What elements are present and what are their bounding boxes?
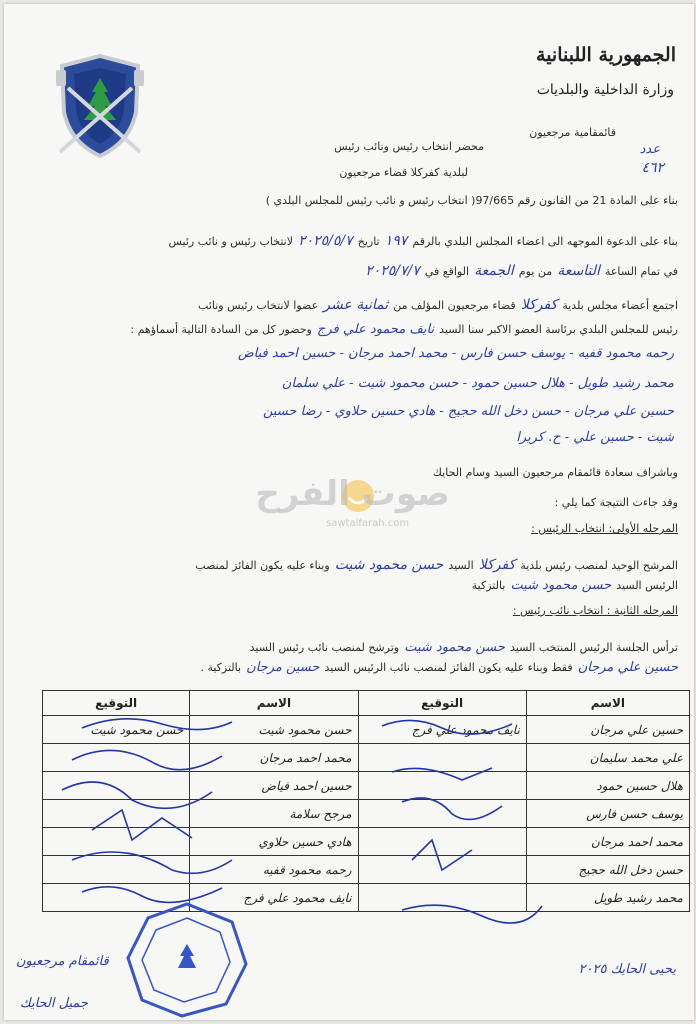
stage2-a: ترأس الجلسة الرئيس المنتخب السيد <box>510 641 678 654</box>
cell: نايف محمود علي فرج <box>358 716 526 744</box>
stage2-d: بالتزكية . <box>200 661 242 674</box>
para4-town: كفركلا <box>520 297 558 313</box>
cell: حسن دخل الله حجيج <box>526 856 689 884</box>
para4-c: عضوا لانتخاب رئيس ونائب <box>198 299 319 312</box>
stage1-name: حسن محمود شيت <box>334 557 444 573</box>
office-title: قائمقامية مرجعيون <box>529 126 616 139</box>
para-chair <box>130 318 678 337</box>
cell: محمد رشيد طويل <box>526 884 689 912</box>
stage1-line2 <box>472 574 678 593</box>
supervision-line: وباشراف سعادة قائمقام مرجعيون السيد وسام الحايك <box>432 466 678 479</box>
para5-name: نايف محمود علي فرج <box>316 322 435 337</box>
municipality-seal-icon <box>122 900 252 1018</box>
stage2-winner: حسين مرجان <box>246 660 320 675</box>
cell: رحمه محمود قفيه <box>190 856 358 884</box>
cell: محمد احمد مرجان <box>190 744 358 772</box>
col-sign-1: التوقيع <box>358 691 526 716</box>
stage2-c: فقط وبناء عليه يكون الفائز لمنصب نائب الرئيس السيد <box>324 661 573 674</box>
ministry-title: وزارة الداخلية والبلديات <box>536 82 674 98</box>
stage1-town: كفركلا <box>478 557 516 573</box>
internal-security-shield-icon <box>50 52 150 162</box>
para2-a: بناء على الدعوة الموجهه الى اعضاء المجلس البلدي بالرقم <box>412 235 678 248</box>
doc-title: محضر انتخاب رئيس ونائب رئيس <box>334 140 484 153</box>
cell: حسين احمد فياض <box>190 772 358 800</box>
result-intro: وقد جاءت النتيجة كما يلي : <box>554 496 678 509</box>
watermark-url: sawtalfarah.com <box>326 518 410 529</box>
para-law: بناء على المادة 21 من القانون رقم 97/665( انتخاب رئيس و نائب رئيس للمجلس البلدي ) <box>265 194 678 207</box>
officer-name: جميل الحايك <box>20 996 88 1011</box>
watermark-title: صوت الفرح <box>255 474 450 514</box>
cell: حسن محمود شيت <box>43 716 190 744</box>
para3-time: التاسعة <box>557 263 600 279</box>
para5-b: وحضور كل من السادة التالية أسماؤهم : <box>130 323 312 336</box>
country-title: الجمهورية اللبنانية <box>536 44 676 66</box>
para4-a: اجتمع أعضاء مجلس بلدية <box>562 299 678 312</box>
para2-number: ١٩٧ <box>384 233 408 249</box>
stage1-b: السيد <box>448 559 474 572</box>
para4-count: ثمانية عشر <box>323 297 389 313</box>
stage2-cand: حسين علي مرجان <box>577 660 678 675</box>
para-meeting <box>198 294 678 313</box>
para3-date: ٢٠٢٥/٧/٧ <box>365 263 420 279</box>
col-name-2: الاسم <box>190 691 358 716</box>
stage2-pres: حسن محمود شيت <box>404 640 505 655</box>
attendees-line-1: رحمه محمود قفيه - يوسف حسن فارس - محمد احمد مرجان - حسين احمد فياض <box>237 346 674 361</box>
para2-date: ٢٠٢٥/٥/٧ <box>298 233 353 249</box>
para2-b: تاريخ <box>357 235 380 248</box>
stage1-title: المرحله الأولى: انتخاب الرئيس : <box>531 522 678 535</box>
ref-label: عدد <box>639 142 660 157</box>
cell: علي محمد سليمان <box>526 744 689 772</box>
stage1-winner: حسن محمود شيت <box>510 578 612 593</box>
ref-number: ٤٦٢ <box>641 160 664 176</box>
attendees-line-3: حسين علي مرجان - حسن دخل الله حجيج - هادي حسين حلاوي - رضا حسين <box>262 404 674 419</box>
municipality-line: لبلدية كفركلا قضاء مرجعيون <box>339 166 468 179</box>
stage2-title: المرحله الثانية : انتخاب نائب رئيس : <box>512 604 678 617</box>
para4-b: قضاء مرجعيون المؤلف من <box>393 299 516 312</box>
stage2-line1 <box>250 636 678 655</box>
cell: هادي حسين حلاوي <box>190 828 358 856</box>
col-sign-2: التوقيع <box>43 691 190 716</box>
cell: حسين علي مرجان <box>526 716 689 744</box>
document-page <box>4 4 694 1020</box>
para3-a: في تمام الساعة <box>604 265 678 278</box>
stage1-e: بالتزكية <box>471 579 506 592</box>
para2-c: لانتخاب رئيس و نائب رئيس <box>168 235 293 248</box>
bottom-signature: يحيى الحايك ٢٠٢٥ <box>578 962 676 977</box>
cell: هلال حسين حمود <box>526 772 689 800</box>
cell: نايف محمود علي فرج <box>190 884 358 912</box>
office-stamp-text: قائمقام مرجعيون <box>16 954 109 969</box>
para3-c: الواقع في <box>424 265 470 278</box>
stage1-a: المرشح الوحيد لمنصب رئيس بلدية <box>520 559 678 572</box>
stage2-line2 <box>200 656 678 675</box>
para3-b: من يوم <box>518 265 553 278</box>
stage1-line1 <box>195 554 678 573</box>
stage1-d: الرئيس السيد <box>616 579 678 592</box>
attendees-line-4: شيت - حسين علي - ح. كريرا <box>516 430 674 445</box>
col-name-1: الاسم <box>526 691 689 716</box>
para-time <box>365 260 678 279</box>
stage2-b: وترشح لمنصب نائب رئيس السيد <box>249 641 400 654</box>
cell: يوسف حسن فارس <box>526 800 689 828</box>
para3-day: الجمعة <box>474 263 514 279</box>
para-invitation <box>6 230 678 249</box>
para5-a: رئيس للمجلس البلدي برئاسة العضو الاكبر سنا السيد <box>439 323 678 336</box>
cell: مرجح سلامة <box>190 800 358 828</box>
cell: محمد احمد مرجان <box>526 828 689 856</box>
cell: حسن محمود شيت <box>190 716 358 744</box>
attendees-line-2: محمد رشيد طويل - هلال حسين حمود - حسن محمود شيت - علي سلمان <box>281 376 674 391</box>
stage1-c: وبناء عليه يكون الفائز لمنصب <box>195 559 330 572</box>
